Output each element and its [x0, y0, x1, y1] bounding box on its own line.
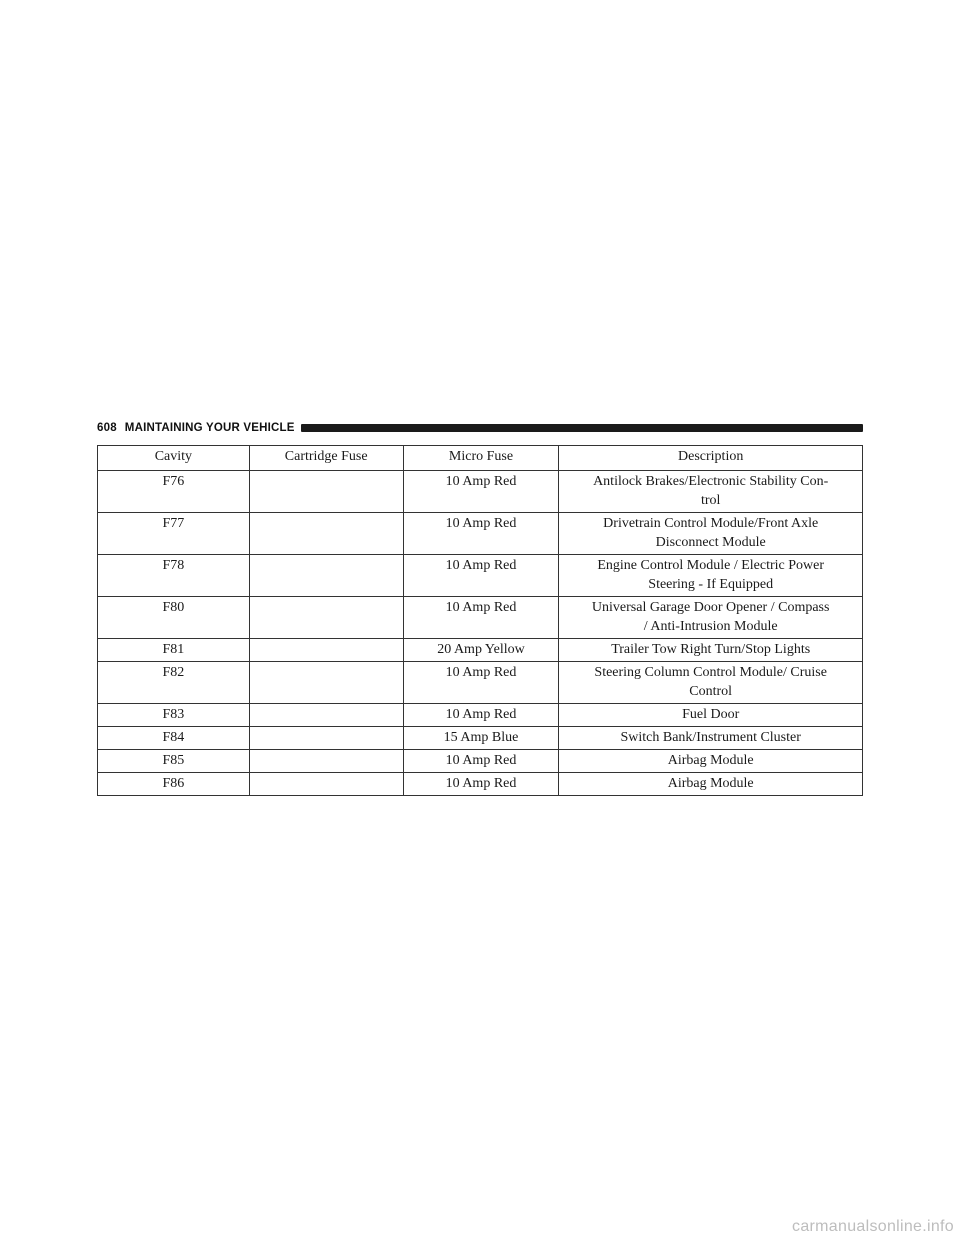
- cartridge-fuse-cell: [249, 597, 403, 639]
- cartridge-fuse-cell: [249, 555, 403, 597]
- micro-fuse-cell: 10 Amp Red: [403, 555, 559, 597]
- cavity-cell: F85: [98, 750, 250, 773]
- description-cell: Engine Control Module / Electric Power Steering - If Equipped: [559, 555, 863, 597]
- page-number: 608: [97, 422, 117, 434]
- table-row: [98, 773, 863, 796]
- table-row: [98, 750, 863, 773]
- micro-fuse-cell: 15 Amp Blue: [403, 727, 559, 750]
- cavity-cell: F84: [98, 727, 250, 750]
- micro-fuse-cell: 10 Amp Red: [403, 750, 559, 773]
- cavity-cell: F83: [98, 704, 250, 727]
- table-header-row: [98, 446, 863, 471]
- cavity-cell: F86: [98, 773, 250, 796]
- description-cell: Drivetrain Control Module/Front Axle Disconnect Module: [559, 513, 863, 555]
- fuse-table: [97, 445, 863, 796]
- table-row: [98, 662, 863, 704]
- column-header-cavity: Cavity: [98, 446, 250, 471]
- description-cell: Universal Garage Door Opener / Compass / Anti-Intrusion Module: [559, 597, 863, 639]
- section-title: MAINTAINING YOUR VEHICLE: [124, 422, 295, 434]
- column-header-cartridge-fuse: Cartridge Fuse: [249, 446, 403, 471]
- cartridge-fuse-cell: [249, 773, 403, 796]
- cartridge-fuse-cell: [249, 727, 403, 750]
- page-header: [97, 419, 863, 437]
- column-header-description: Description: [559, 446, 863, 471]
- cartridge-fuse-cell: [249, 662, 403, 704]
- table-row: [98, 727, 863, 750]
- micro-fuse-cell: 10 Amp Red: [403, 662, 559, 704]
- micro-fuse-cell: 10 Amp Red: [403, 513, 559, 555]
- header-rule: [301, 424, 863, 432]
- table-row: [98, 704, 863, 727]
- table-row: [98, 555, 863, 597]
- table-body: [98, 471, 863, 796]
- cavity-cell: F81: [98, 639, 250, 662]
- cartridge-fuse-cell: [249, 704, 403, 727]
- cartridge-fuse-cell: [249, 750, 403, 773]
- table-row: [98, 471, 863, 513]
- watermark: carmanualsonline.info: [792, 1218, 954, 1235]
- micro-fuse-cell: 10 Amp Red: [403, 704, 559, 727]
- description-cell: Fuel Door: [559, 704, 863, 727]
- cavity-cell: F80: [98, 597, 250, 639]
- cavity-cell: F82: [98, 662, 250, 704]
- cavity-cell: F77: [98, 513, 250, 555]
- micro-fuse-cell: 10 Amp Red: [403, 597, 559, 639]
- cavity-cell: F76: [98, 471, 250, 513]
- micro-fuse-cell: 10 Amp Red: [403, 773, 559, 796]
- cavity-cell: F78: [98, 555, 250, 597]
- description-cell: Airbag Module: [559, 773, 863, 796]
- cartridge-fuse-cell: [249, 639, 403, 662]
- description-cell: Trailer Tow Right Turn/Stop Lights: [559, 639, 863, 662]
- description-cell: Switch Bank/Instrument Cluster: [559, 727, 863, 750]
- column-header-micro-fuse: Micro Fuse: [403, 446, 559, 471]
- description-cell: Antilock Brakes/Electronic Stability Con- trol: [559, 471, 863, 513]
- table-row: [98, 513, 863, 555]
- micro-fuse-cell: 20 Amp Yellow: [403, 639, 559, 662]
- description-cell: Airbag Module: [559, 750, 863, 773]
- table-row: [98, 639, 863, 662]
- table-row: [98, 597, 863, 639]
- cartridge-fuse-cell: [249, 471, 403, 513]
- micro-fuse-cell: 10 Amp Red: [403, 471, 559, 513]
- description-cell: Steering Column Control Module/ Cruise Control: [559, 662, 863, 704]
- cartridge-fuse-cell: [249, 513, 403, 555]
